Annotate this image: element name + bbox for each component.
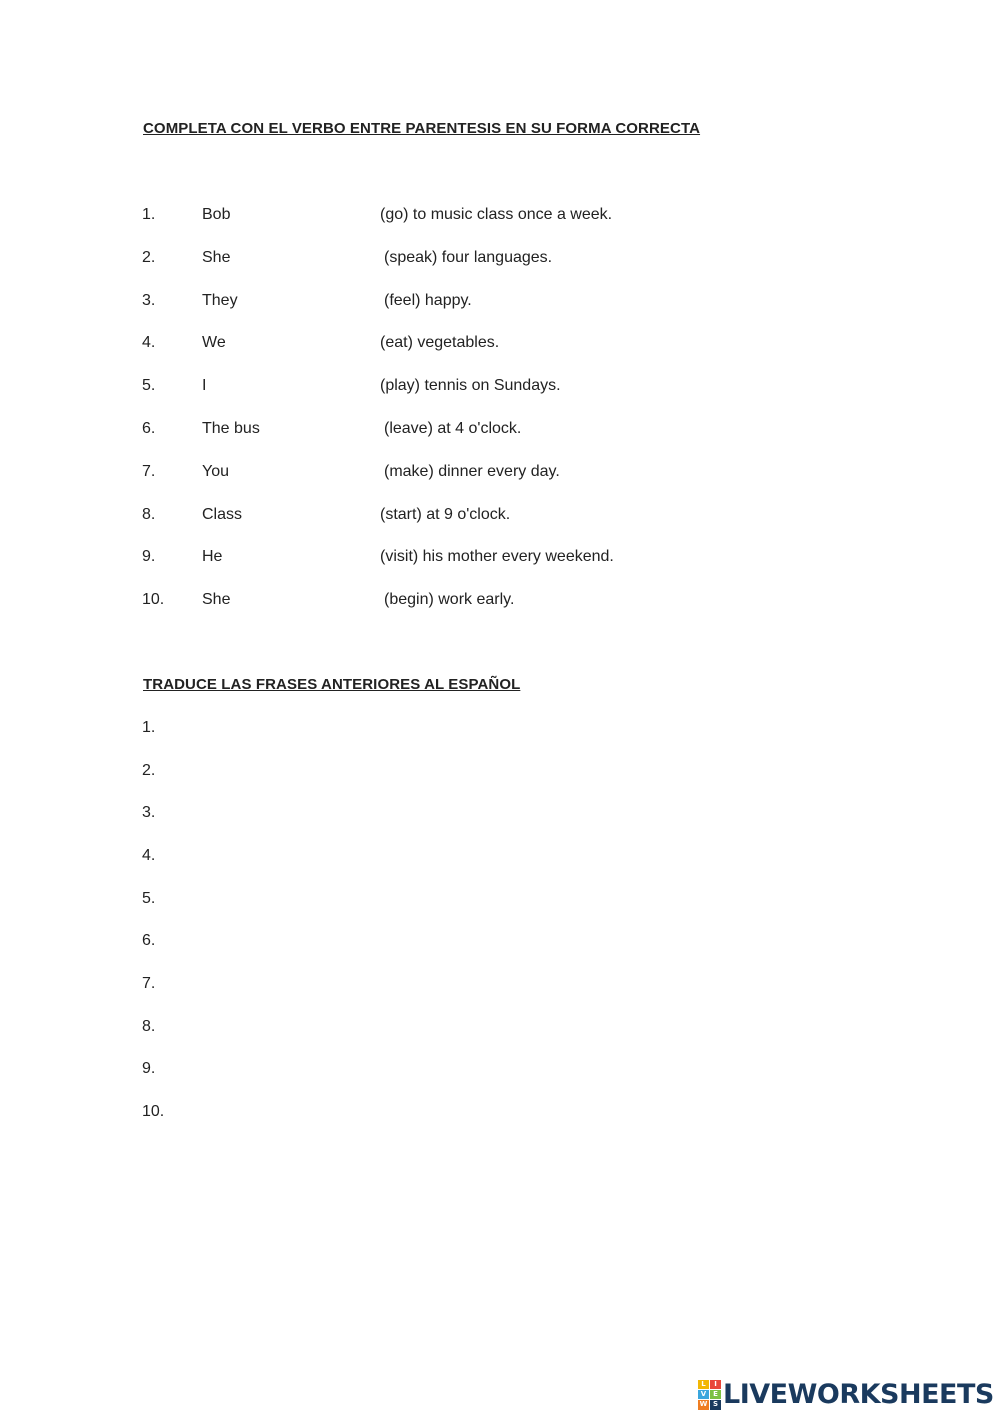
translation-item: 7. [142,975,156,992]
item-verb-phrase: (begin) work early. [384,591,515,608]
exercise-item [0,588,1000,612]
translation-item: 5. [142,890,156,907]
liveworksheets-logo [698,1378,994,1410]
exercise-item [0,503,1000,527]
item-verb-phrase: (speak) four languages. [384,249,553,266]
logo-mark-tile: S [710,1400,721,1410]
exercise-item [0,289,1000,313]
item-verb-phrase: (leave) at 4 o'clock. [384,420,522,437]
item-number: 8. [142,506,156,523]
section2-title: TRADUCE LAS FRASES ANTERIORES AL ESPAÑOL [143,676,521,693]
logo-mark-tile: E [710,1390,721,1399]
item-number: 6. [142,420,156,437]
item-number: 3. [142,292,156,309]
translation-item: 1. [142,719,156,736]
logo-text: LIVEWORKSHEETS [723,1378,994,1410]
exercise-item [0,460,1000,484]
translation-item: 6. [142,932,156,949]
translation-item: 2. [142,762,156,779]
item-verb-phrase: (feel) happy. [384,292,472,309]
translation-item: 10. [142,1103,165,1120]
logo-mark-tile: V [698,1390,709,1399]
item-subject: They [202,292,238,309]
logo-mark-tile: W [699,1400,708,1408]
item-subject: You [202,463,229,480]
item-subject: The bus [202,420,260,437]
item-subject: He [202,548,223,565]
item-number: 1. [142,206,156,223]
exercise-item [0,203,1000,227]
item-number: 9. [142,548,156,565]
translation-item: 4. [142,847,156,864]
item-subject: We [202,334,226,351]
item-subject: Bob [202,206,231,223]
translation-item: 9. [142,1060,156,1077]
exercise-item [0,545,1000,569]
item-number: 2. [142,249,156,266]
exercise-item [0,331,1000,355]
section1-title: COMPLETA CON EL VERBO ENTRE PARENTESIS EN SU FORMA CORRECTA [143,120,701,137]
logo-mark-tile: I [710,1380,721,1389]
translation-item: 3. [142,804,156,821]
exercise-item [0,374,1000,398]
item-verb-phrase: (play) tennis on Sundays. [380,377,561,394]
logo-mark-icon [698,1380,720,1408]
item-subject: She [202,591,231,608]
exercise-item [0,246,1000,270]
item-subject: She [202,249,231,266]
logo-mark-tile: L [698,1380,709,1389]
item-verb-phrase: (make) dinner every day. [384,463,560,480]
item-verb-phrase: (visit) his mother every weekend. [380,548,614,565]
item-number: 4. [142,334,156,351]
item-number: 7. [142,463,156,480]
item-verb-phrase: (eat) vegetables. [380,334,500,351]
exercise-item [0,417,1000,441]
item-number: 10. [142,591,165,608]
item-subject: I [202,377,207,394]
translation-item: 8. [142,1018,156,1035]
item-verb-phrase: (go) to music class once a week. [380,206,613,223]
item-number: 5. [142,377,156,394]
item-subject: Class [202,506,243,523]
item-verb-phrase: (start) at 9 o'clock. [380,506,511,523]
